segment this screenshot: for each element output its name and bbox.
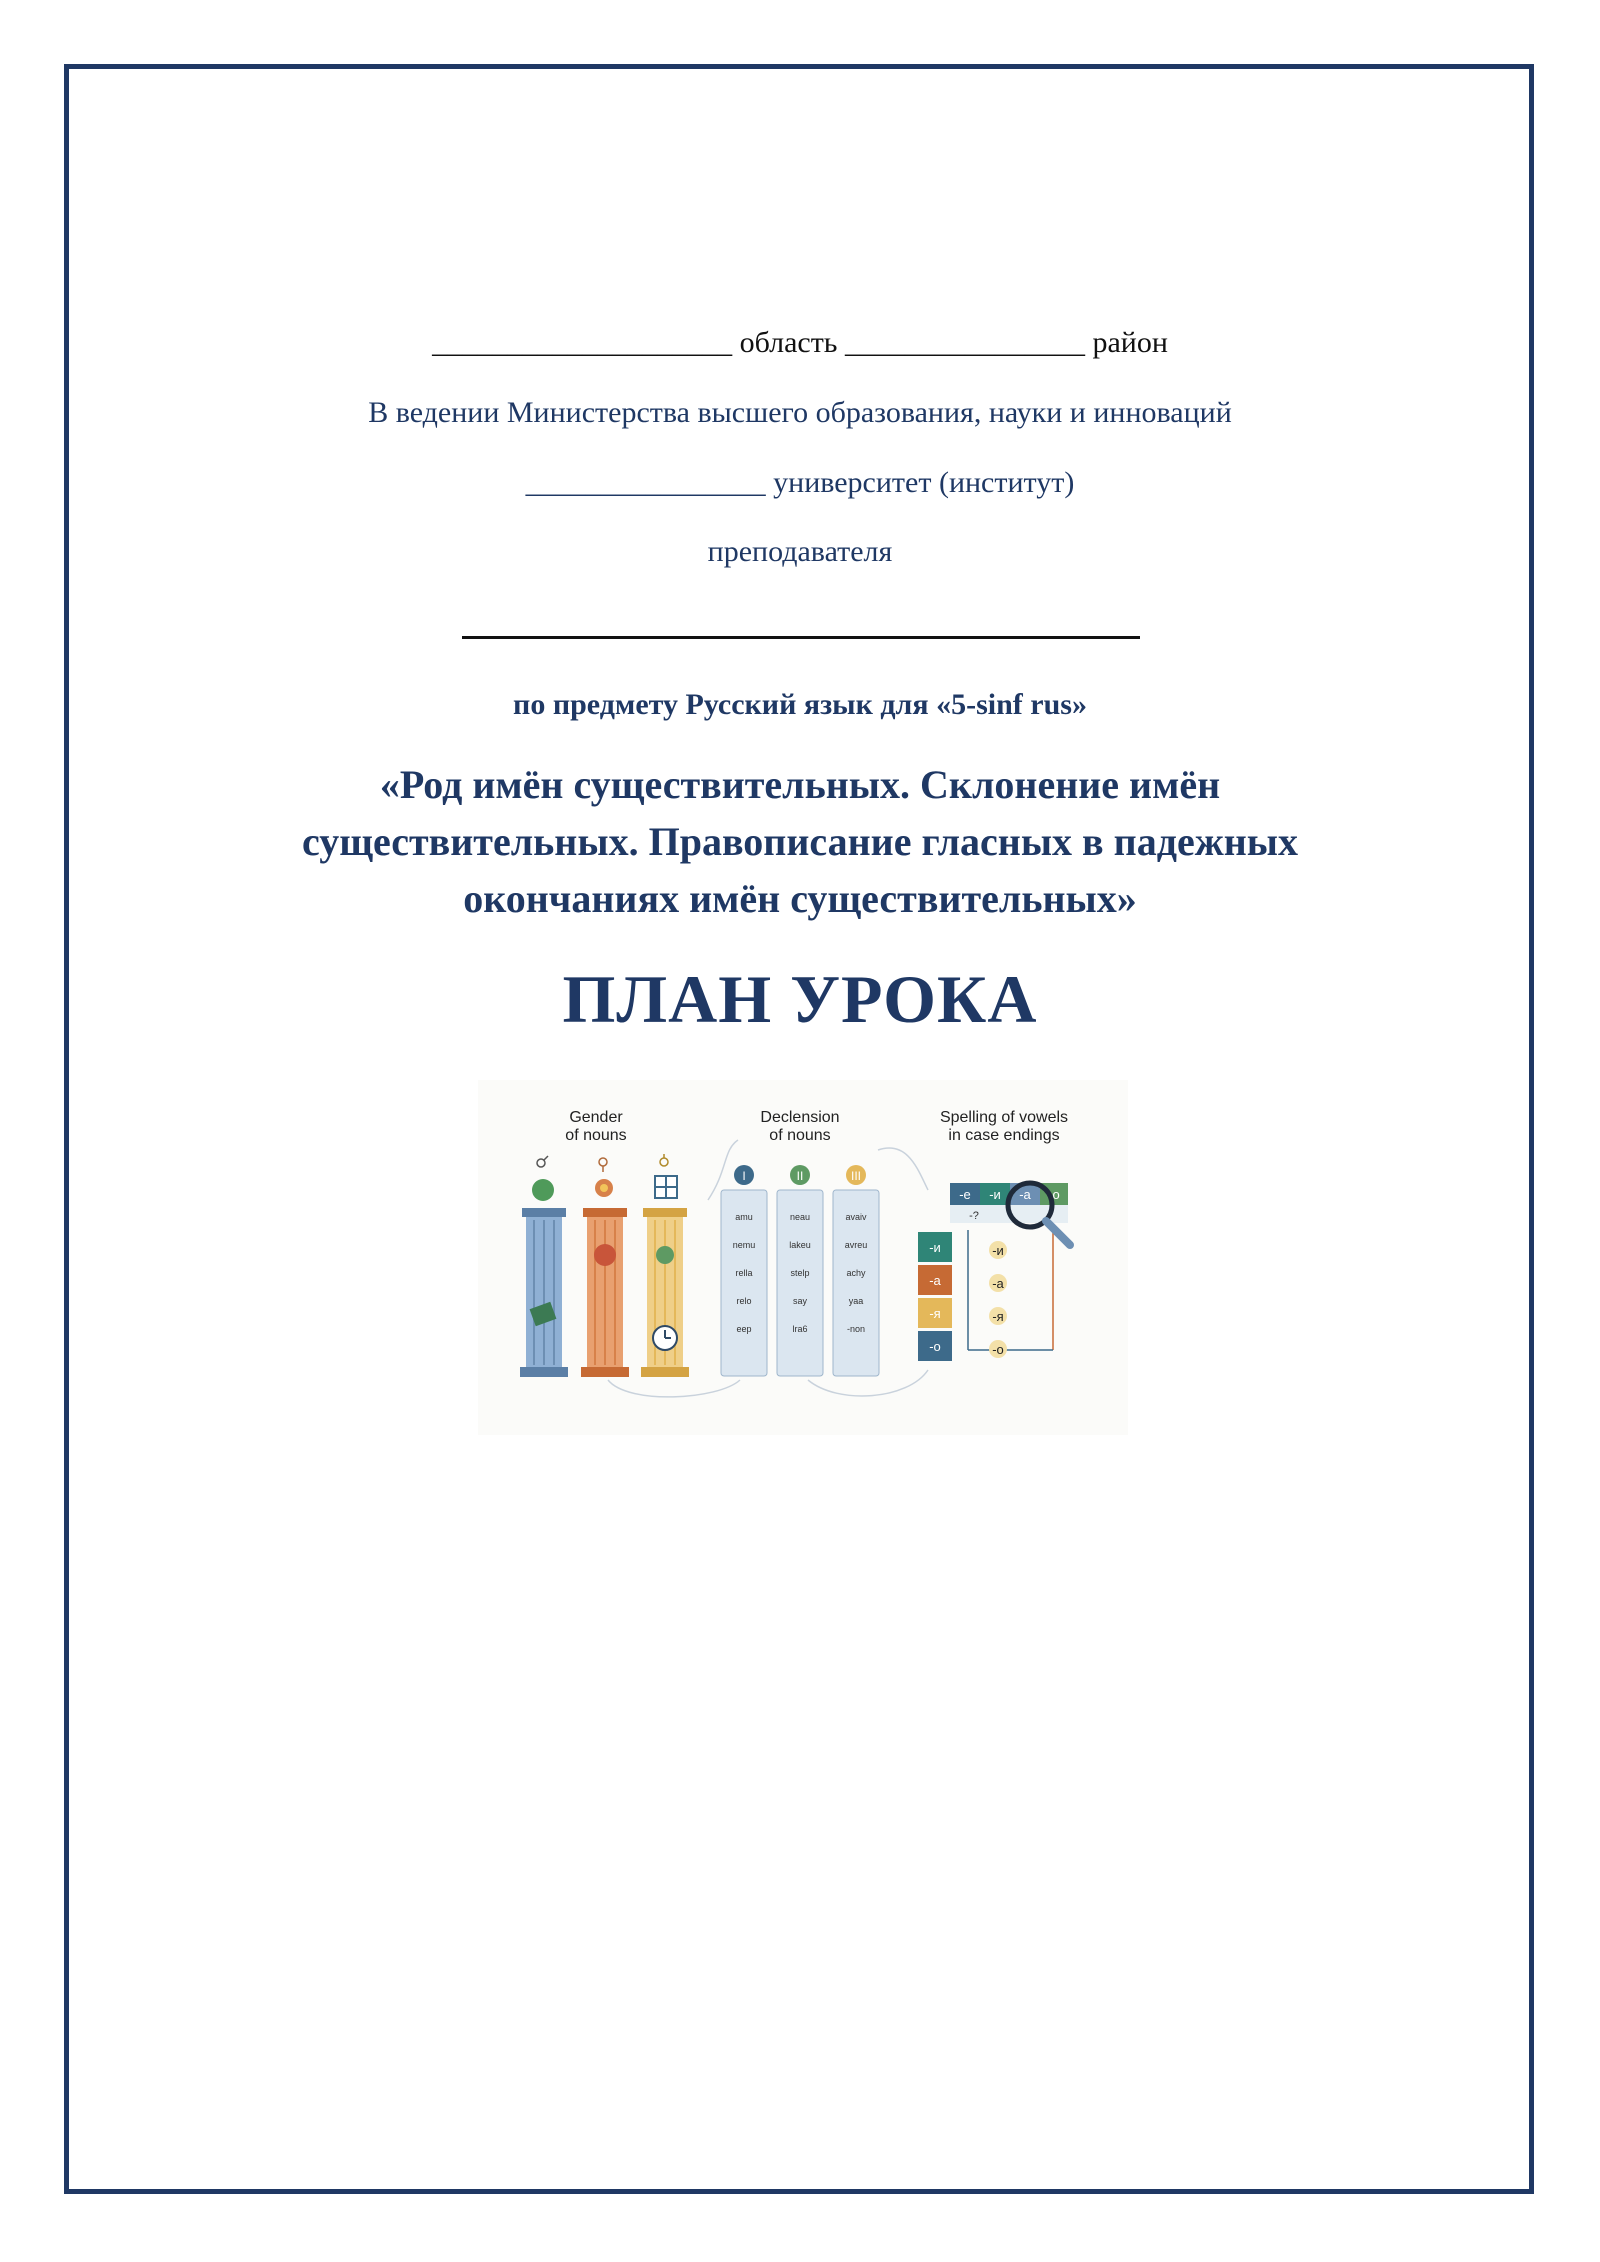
col1-word: eep [736,1324,752,1334]
col1-word: rella [735,1268,753,1278]
col1-word: amu [735,1212,753,1222]
flow-ending: -о [992,1342,1004,1357]
roman-numeral-3: III [850,1169,862,1183]
spelling-heading-2: in case endings [948,1127,1060,1144]
declension-column-2 [777,1165,823,1376]
declension-heading-1: Declension [760,1109,840,1126]
illustration-svg [478,1080,1128,1435]
col2-word: lra6 [792,1324,808,1334]
tree-icon [656,1246,674,1264]
flow-ending: -и [992,1243,1004,1258]
question-mark-label: -? [969,1210,979,1222]
topic-title-text: «Род имён существительных. Склонение имён существительных. Правописание гласных в падежных окончаниях имён существительных» [302,762,1298,921]
roman-numeral-1: I [742,1169,746,1183]
ending-tile-left: -и [929,1240,941,1255]
flow-ending: -а [992,1276,1004,1291]
col3-word: avreu [844,1240,868,1250]
col2-word: neau [789,1212,811,1222]
ending-tile-left: -о [929,1339,941,1354]
roman-numeral-2: II [796,1169,804,1183]
spelling-heading-1: Spelling of vowels [939,1109,1069,1126]
ministry-line: В ведении Министерства высшего образования, науки и инноваций [368,396,1232,429]
name-signature-line [462,636,1140,639]
col2-word: stelp [790,1268,810,1278]
topic-title [0,756,1600,927]
col3-word: achy [846,1268,866,1278]
university-line: ________________ университет (институт) [525,466,1075,499]
lesson-illustration [478,1080,1128,1435]
ending-tile-top: -о [1048,1187,1060,1202]
declension-heading-2: of nouns [769,1127,831,1144]
ending-tile-top: -и [989,1187,1001,1202]
ending-tile-left: -я [929,1306,941,1321]
neuter-symbol-icon [660,1154,668,1166]
ending-tile-top: -e [959,1187,971,1202]
ending-tile-left: -а [929,1273,941,1288]
col3-word: avaiv [845,1212,867,1222]
plan-title: ПЛАН УРОКА [562,961,1038,1037]
ending-tiles-left [918,1232,952,1361]
teacher-line: преподавателя [707,535,893,568]
pillar-neuter [641,1176,689,1377]
subject-line: по предмету Русский язык для «5-sinf rus» [513,688,1087,721]
col2-word: lakeu [789,1240,811,1250]
region-line: ____________________ область ________________ район [432,326,1168,359]
col3-word: yaa [848,1296,864,1306]
col1-word: relo [736,1296,752,1306]
flow-ending: -я [992,1309,1004,1324]
apple-icon [532,1179,554,1201]
col3-word: -non [846,1324,866,1334]
declension-column-3 [833,1165,879,1376]
female-symbol-icon [599,1158,607,1172]
col2-word: say [792,1296,808,1306]
pillar-feminine [581,1179,629,1377]
col1-word: nemu [732,1240,756,1250]
gender-heading-2: of nouns [565,1127,627,1144]
ending-flow [968,1230,1053,1358]
ending-tile-top: -а [1019,1187,1031,1202]
male-symbol-icon [537,1156,548,1167]
gender-heading-1: Gender [569,1109,623,1126]
declension-column-1 [721,1165,767,1376]
pillar-masculine [520,1179,568,1377]
